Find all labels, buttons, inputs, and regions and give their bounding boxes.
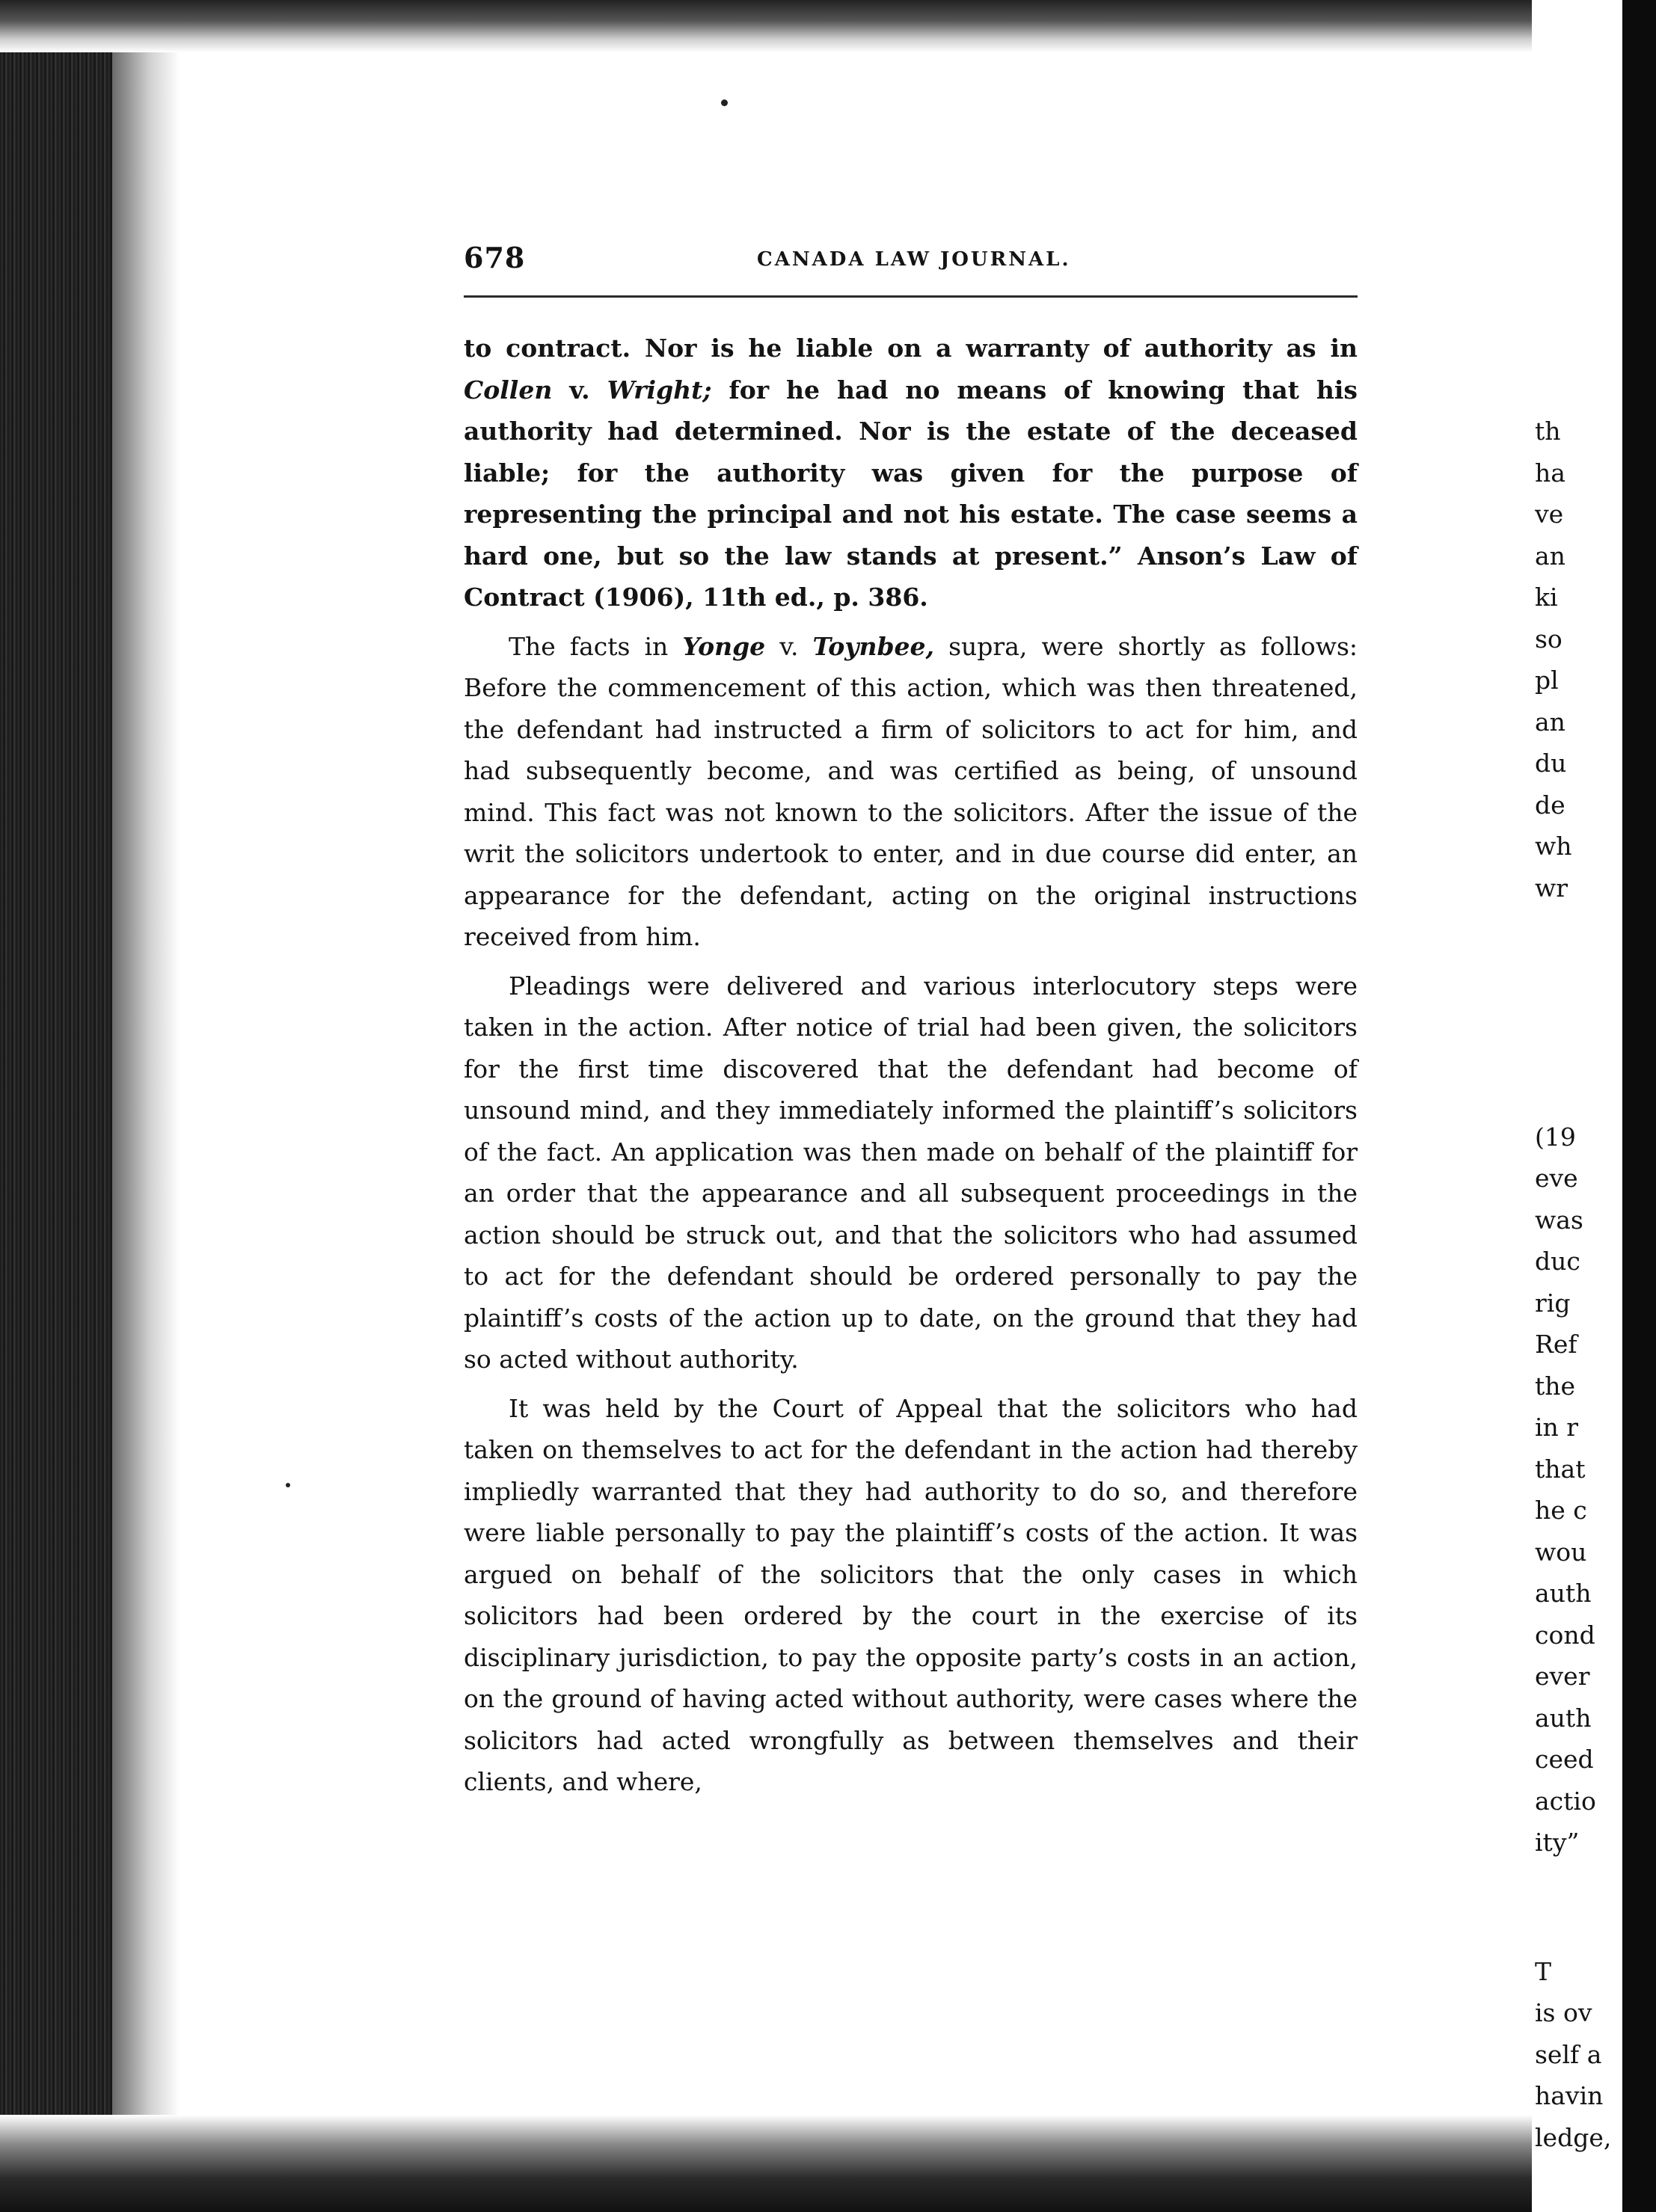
paragraph-2: The facts in Yonge v. Toynbee, supra, were shortly as follows: Before the commencement of this action, which was then threatened, the defendant had instructed a firm of solicitors to act for him, and had subsequently become, and was certified as being, of unsound mind. This fact was not known to the solicitors. After the issue of the writ the solicitors undertook to enter, and in due course did enter, an appearance for the defendant, acting on the original instructions received from him. bbox=[464, 631, 1358, 951]
scan-speck bbox=[286, 1483, 290, 1487]
facing-page-line: T bbox=[1535, 1956, 1552, 1986]
scan-speck bbox=[721, 99, 728, 106]
header-rule bbox=[464, 295, 1358, 298]
body-text bbox=[464, 328, 1358, 1803]
scan-border-top bbox=[0, 0, 1656, 52]
page-header bbox=[464, 241, 1358, 278]
facing-page-group-1 bbox=[1535, 411, 1623, 909]
facing-page-line: auth bbox=[1535, 1703, 1592, 1733]
paragraph-4: It was held by the Court of Appeal that the solicitors who had taken on themselves to act for the defendant in the action had thereby impliedly warranted that they had authority to do so, and therefore were liable personally to pay the plaintiff’s costs of the action. It was argued on behalf of the solicitors that the only cases in which solicitors had been ordered by the court in the exercise of its disciplinary jurisdiction, to pay the opposite party’s costs in an action, on the ground of having acted without authority, were cases where the solicitors had acted wrongfully as between themselves and their clients, and where, bbox=[464, 1393, 1358, 1796]
case-name: Collen bbox=[464, 375, 553, 405]
facing-page-line: (19 bbox=[1535, 1122, 1576, 1152]
facing-page-line: eve bbox=[1535, 1164, 1578, 1193]
facing-page-line: ve bbox=[1535, 500, 1564, 529]
facing-page-line: an bbox=[1535, 707, 1565, 737]
facing-page-line: du bbox=[1535, 749, 1567, 778]
facing-page-line: ceed bbox=[1535, 1745, 1594, 1774]
facing-page-line: Ref bbox=[1535, 1330, 1577, 1359]
facing-page-line: duc bbox=[1535, 1247, 1580, 1276]
facing-page-line: ity” bbox=[1535, 1828, 1580, 1857]
scan-border-left-fade bbox=[112, 0, 180, 2212]
facing-page-line: actio bbox=[1535, 1786, 1596, 1816]
facing-page-line: is ov bbox=[1535, 1998, 1592, 2027]
facing-page-line: ki bbox=[1535, 583, 1558, 612]
facing-page-line: wh bbox=[1535, 832, 1572, 861]
page-number: 678 bbox=[464, 241, 526, 274]
facing-page-line: ever bbox=[1535, 1662, 1590, 1691]
facing-page-line: wr bbox=[1535, 873, 1568, 903]
facing-page-line: the bbox=[1535, 1371, 1576, 1401]
facing-page-line: in r bbox=[1535, 1413, 1579, 1442]
facing-page-line: pl bbox=[1535, 666, 1559, 695]
facing-page-group-3 bbox=[1535, 1951, 1623, 2159]
facing-page-line: auth bbox=[1535, 1579, 1592, 1608]
facing-page-line: self a bbox=[1535, 2039, 1602, 2069]
case-name: Yonge bbox=[682, 631, 766, 661]
facing-page-line: was bbox=[1535, 1205, 1583, 1235]
facing-page-line: wou bbox=[1535, 1537, 1587, 1567]
facing-page-line: ledge, bbox=[1535, 2122, 1612, 2152]
facing-page-line: rig bbox=[1535, 1288, 1571, 1318]
running-head: CANADA LAW JOURNAL. bbox=[757, 248, 1071, 271]
facing-page-line: de bbox=[1535, 790, 1565, 820]
scan-border-left bbox=[0, 0, 112, 2212]
facing-page-line: that bbox=[1535, 1454, 1586, 1484]
facing-page-group-2 bbox=[1535, 1116, 1623, 1864]
facing-page-line: he c bbox=[1535, 1496, 1587, 1525]
facing-page-line: an bbox=[1535, 541, 1565, 571]
paragraph-3: Pleadings were delivered and various interlocutory steps were taken in the action. After notice of trial had been given, the solicitors for the first time discovered that the defendant had become of unsound mind, and they immediately informed the plaintiff’s solicitors of the fact. An application was then made on behalf of the plaintiff for an order that the appearance and all subsequent proceedings in the action should be struck out, and that the solicitors who had assumed to act for the defendant should be ordered personally to pay the plaintiff’s costs of the action up to date, on the ground that they had so acted without authority. bbox=[464, 971, 1358, 1374]
facing-page-line: havin bbox=[1535, 2081, 1604, 2110]
facing-page-line: th bbox=[1535, 417, 1561, 446]
paragraph-1: to contract. Nor is he liable on a warranty of authority as in Collen v. Wright; for he had no means of knowing that his authority had determined. Nor is the estate of the deceased liable; for the authority was given for the purpose of representing the principal and not his estate. The case seems a hard one, but so the law stands at present.” Anson’s Law of Contract (1906), 11th ed., p. 386. bbox=[464, 334, 1358, 612]
case-name: Wright; bbox=[607, 375, 712, 405]
facing-page-line: cond bbox=[1535, 1620, 1595, 1650]
facing-page-line: so bbox=[1535, 624, 1563, 654]
facing-page-line: ha bbox=[1535, 458, 1565, 488]
case-name: Toynbee, bbox=[812, 631, 935, 661]
facing-page-text bbox=[1535, 328, 1623, 2200]
scan-border-bottom bbox=[0, 2115, 1656, 2212]
scan-border-right bbox=[1622, 0, 1656, 2212]
